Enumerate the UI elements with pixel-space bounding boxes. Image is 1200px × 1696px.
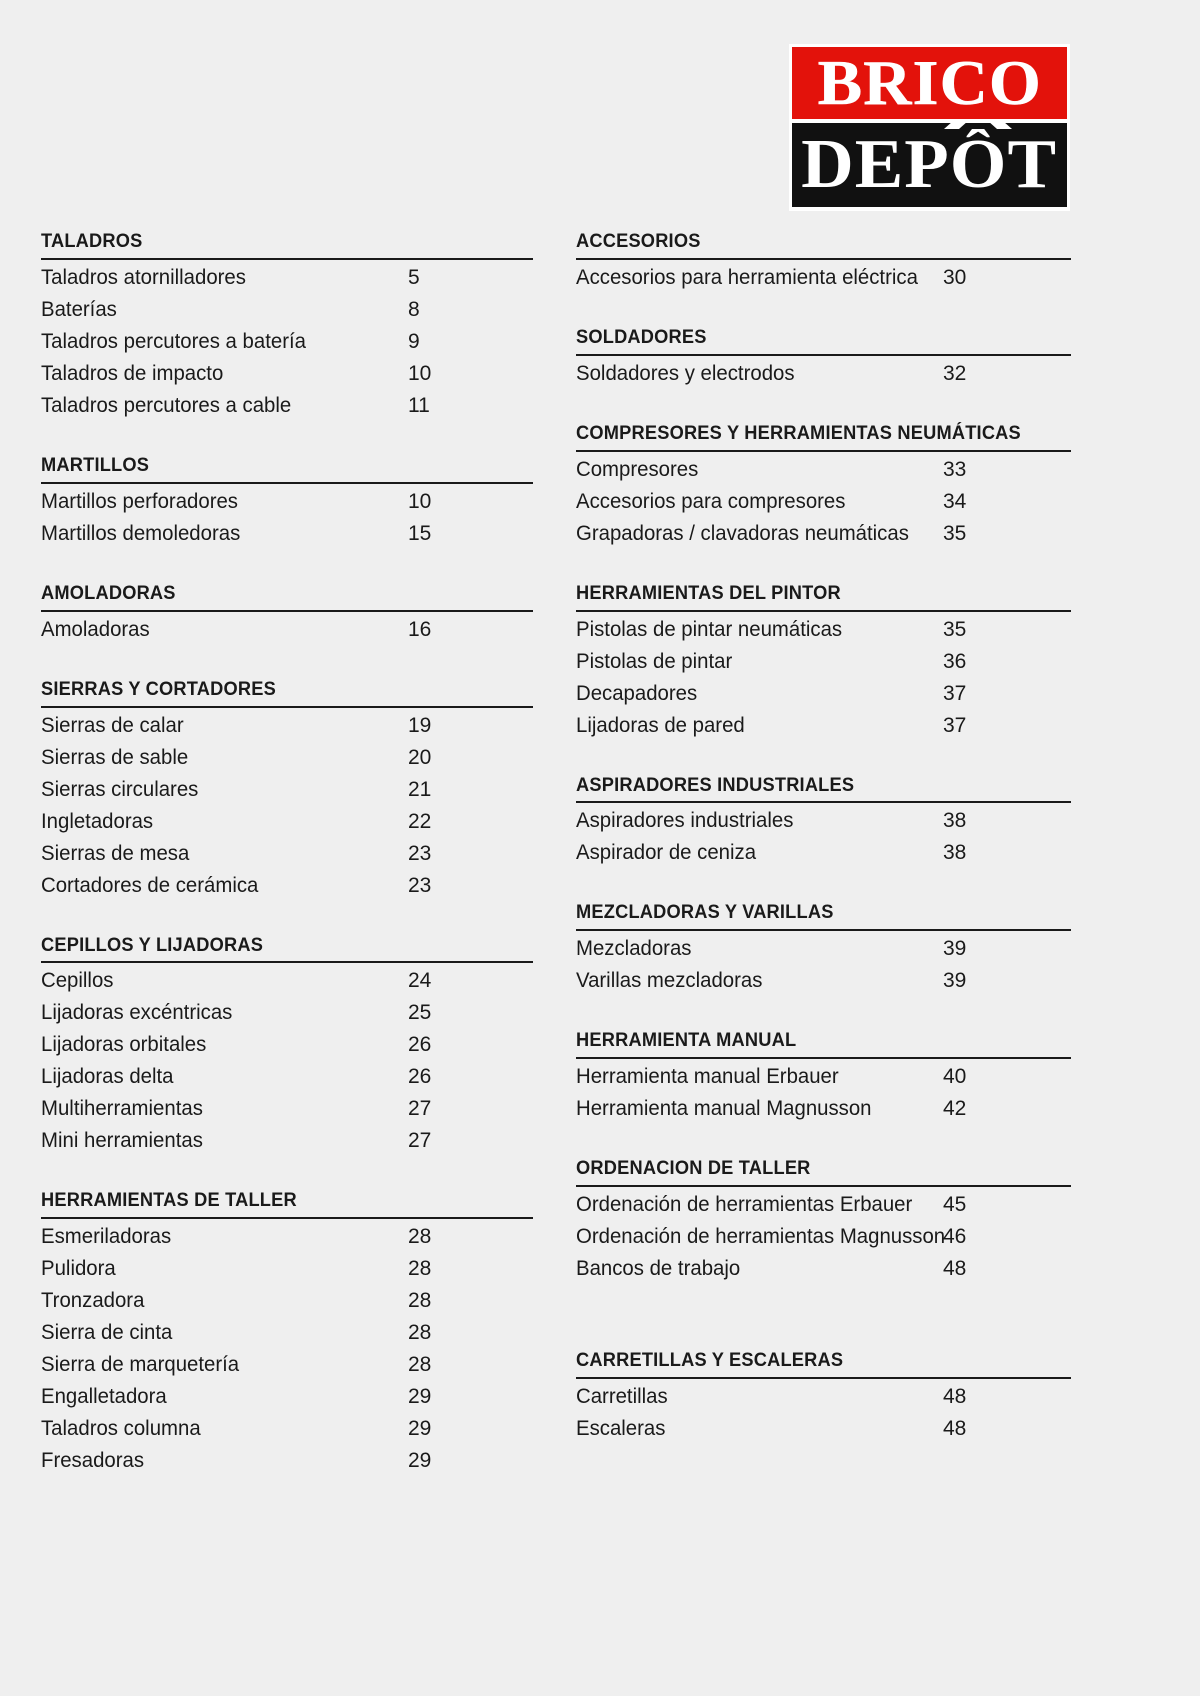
section-divider: [576, 801, 1071, 803]
toc-entry[interactable]: [576, 454, 1071, 486]
section-spacer: [576, 997, 1071, 1031]
toc-entry-page-number: 27: [408, 1097, 432, 1121]
toc-entry-page-number: 28: [408, 1353, 432, 1377]
section-divider: [576, 929, 1071, 931]
section-heading: CARRETILLAS Y ESCALERAS: [576, 1350, 844, 1372]
toc-section-carretillas-y-escaleras: [576, 1351, 1071, 1445]
toc-entry-label: Mezcladoras: [576, 937, 692, 961]
toc-entry-label: Sierras de sable: [41, 745, 189, 769]
toc-column-left: [41, 232, 533, 1477]
toc-entry-page-number: 26: [408, 1065, 432, 1089]
toc-entry-label: Ingletadoras: [41, 809, 154, 833]
toc-entry-label: Herramienta manual Erbauer: [576, 1065, 839, 1089]
toc-entry-label: Martillos perforadores: [41, 489, 239, 513]
toc-entry-page-number: 20: [408, 745, 432, 769]
section-heading: SIERRAS Y CORTADORES: [41, 678, 276, 700]
section-divider: [576, 354, 1071, 356]
toc-entry[interactable]: [576, 678, 1071, 710]
toc-entry-page-number: 28: [408, 1321, 432, 1345]
toc-entry-label: Taladros atornilladores: [41, 265, 246, 289]
toc-entry[interactable]: [41, 1445, 533, 1477]
section-spacer: [576, 1285, 1071, 1351]
toc-entry[interactable]: [576, 518, 1071, 550]
brico-depot-logo: [789, 44, 1070, 211]
toc-entry-label: Sierras circulares: [41, 777, 199, 801]
toc-section-herramientas-del-pintor: [576, 584, 1071, 742]
toc-entry[interactable]: [576, 1093, 1071, 1125]
toc-entry[interactable]: [576, 1413, 1071, 1445]
toc-entry-page-number: 29: [408, 1417, 432, 1441]
toc-entry-label: Multiherramientas: [41, 1097, 203, 1121]
toc-section-amoladoras: [41, 584, 533, 646]
toc-entry-label: Grapadoras / clavadoras neumáticas: [576, 521, 909, 545]
section-spacer: [576, 869, 1071, 903]
toc-entry-label: Pulidora: [41, 1257, 116, 1281]
toc-entry[interactable]: [41, 1349, 533, 1381]
toc-entry-label: Pistolas de pintar: [576, 649, 733, 673]
section-spacer: [576, 550, 1071, 584]
section-divider: [576, 450, 1071, 452]
toc-entry-label: Taladros de impacto: [41, 361, 224, 385]
toc-entry[interactable]: [576, 1253, 1071, 1285]
toc-entry[interactable]: [41, 710, 533, 742]
toc-entry-label: Mini herramientas: [41, 1129, 203, 1153]
section-heading: HERRAMIENTAS DEL PINTOR: [576, 582, 841, 604]
section-heading: MARTILLOS: [41, 454, 150, 476]
toc-entry[interactable]: [41, 486, 533, 518]
toc-entry-page-number: 38: [943, 809, 967, 833]
toc-entry-label: Taladros percutores a cable: [41, 393, 292, 417]
section-divider: [576, 1377, 1071, 1379]
toc-entry-label: Soldadores y electrodos: [576, 361, 795, 385]
toc-entry-label: Ordenación de herramientas Magnusson: [576, 1225, 946, 1249]
section-heading: SOLDADORES: [576, 326, 707, 348]
toc-entry-label: Varillas mezcladoras: [576, 969, 763, 993]
toc-entry-label: Taladros percutores a batería: [41, 329, 306, 353]
toc-entry[interactable]: [576, 1381, 1071, 1413]
toc-entry-page-number: 28: [408, 1225, 432, 1249]
toc-entry-label: Pistolas de pintar neumáticas: [576, 617, 843, 641]
toc-entry-page-number: 40: [943, 1065, 967, 1089]
toc-entry[interactable]: [41, 1253, 533, 1285]
toc-column-right: [576, 232, 1071, 1445]
toc-entry-page-number: 28: [408, 1257, 432, 1281]
toc-entry-label: Decapadores: [576, 681, 698, 705]
toc-entry-page-number: 29: [408, 1385, 432, 1409]
logo-depot-text: DEPÔT: [801, 126, 1058, 203]
toc-entry-page-number: 29: [408, 1449, 432, 1473]
toc-entry-label: Herramienta manual Magnusson: [576, 1097, 872, 1121]
section-heading: ORDENACION DE TALLER: [576, 1158, 811, 1180]
logo-depot-band: [792, 123, 1067, 207]
section-heading: MEZCLADORAS Y VARILLAS: [576, 902, 834, 924]
toc-entry-page-number: 36: [943, 649, 967, 673]
toc-entry[interactable]: [576, 837, 1071, 869]
section-divider: [41, 1217, 533, 1219]
section-heading: HERRAMIENTAS DE TALLER: [41, 1190, 297, 1212]
toc-entry[interactable]: [41, 262, 533, 294]
toc-entry[interactable]: [576, 933, 1071, 965]
toc-entry[interactable]: [41, 838, 533, 870]
toc-entry-label: Tronzadora: [41, 1289, 145, 1313]
toc-entry-page-number: 26: [408, 1033, 432, 1057]
logo-brico-text: BRICO: [817, 47, 1042, 118]
toc-entry-label: Engalletadora: [41, 1385, 167, 1409]
toc-entry[interactable]: [576, 358, 1071, 390]
toc-entry[interactable]: [41, 518, 533, 550]
logo-circumflex-icon: [944, 123, 1012, 129]
toc-entry-page-number: 9: [408, 329, 420, 353]
toc-entry-label: Sierra de marquetería: [41, 1353, 240, 1377]
toc-entry-label: Esmeriladoras: [41, 1225, 172, 1249]
toc-entry-page-number: 30: [943, 265, 967, 289]
toc-entry-label: Lijadoras excéntricas: [41, 1001, 233, 1025]
toc-entry-label: Sierras de mesa: [41, 841, 190, 865]
section-heading: ACCESORIOS: [576, 231, 701, 252]
toc-entry[interactable]: [41, 1125, 533, 1157]
toc-entry-page-number: 16: [408, 617, 432, 641]
section-divider: [41, 961, 533, 963]
section-heading: HERRAMIENTA MANUAL: [576, 1030, 797, 1052]
toc-section-herramienta-manual: [576, 1031, 1071, 1125]
section-heading: TALADROS: [41, 231, 143, 252]
toc-entry[interactable]: [576, 1221, 1071, 1253]
toc-entry[interactable]: [41, 774, 533, 806]
toc-entry-page-number: 21: [408, 777, 432, 801]
toc-entry-label: Bancos de trabajo: [576, 1257, 741, 1281]
toc-entry[interactable]: [41, 1285, 533, 1317]
section-divider: [41, 482, 533, 484]
toc-entry-label: Amoladoras: [41, 617, 150, 641]
toc-entry-page-number: 5: [408, 265, 420, 289]
section-spacer: [41, 422, 533, 456]
toc-entry-page-number: 48: [943, 1417, 967, 1441]
section-divider: [576, 610, 1071, 612]
toc-section-accesorios: [576, 232, 1071, 294]
toc-entry-label: Aspiradores industriales: [576, 809, 794, 833]
toc-entry[interactable]: [41, 806, 533, 838]
toc-entry-page-number: 19: [408, 713, 432, 737]
toc-section-soldadores: [576, 328, 1071, 390]
toc-section-mezcladoras-y-varillas: [576, 903, 1071, 997]
toc-entry-page-number: 32: [943, 361, 967, 385]
toc-entry-page-number: 28: [408, 1289, 432, 1313]
toc-section-herramientas-de-taller: [41, 1191, 533, 1477]
section-heading: AMOLADORAS: [41, 582, 176, 604]
toc-entry-label: Compresores: [576, 457, 699, 481]
toc-entry-label: Lijadoras orbitales: [41, 1033, 207, 1057]
toc-section-cepillos-y-lijadoras: [41, 936, 533, 1158]
toc-entry[interactable]: [576, 486, 1071, 518]
toc-entry-label: Accesorios para compresores: [576, 489, 846, 513]
toc-entry[interactable]: [41, 614, 533, 646]
toc-entry[interactable]: [41, 294, 533, 326]
toc-entry[interactable]: [41, 1093, 533, 1125]
toc-entry-page-number: 15: [408, 521, 432, 545]
toc-entry-page-number: 38: [943, 841, 967, 865]
toc-entry[interactable]: [576, 805, 1071, 837]
toc-entry-page-number: 8: [408, 297, 420, 321]
toc-entry-label: Cortadores de cerámica: [41, 873, 259, 897]
section-spacer: [576, 742, 1071, 776]
section-spacer: [41, 1157, 533, 1191]
section-spacer: [41, 646, 533, 680]
toc-entry-page-number: 37: [943, 681, 967, 705]
toc-entry-label: Sierras de calar: [41, 713, 184, 737]
toc-entry-label: Taladros columna: [41, 1417, 201, 1441]
toc-entry[interactable]: [41, 965, 533, 997]
toc-entry[interactable]: [41, 390, 533, 422]
section-divider: [41, 610, 533, 612]
toc-entry-label: Sierra de cinta: [41, 1321, 173, 1345]
toc-entry-page-number: 48: [943, 1257, 967, 1281]
section-spacer: [41, 550, 533, 584]
toc-entry-page-number: 39: [943, 969, 967, 993]
toc-section-sierras-y-cortadores: [41, 680, 533, 902]
toc-entry-page-number: 11: [408, 393, 430, 417]
toc-entry-page-number: 48: [943, 1385, 967, 1409]
toc-entry[interactable]: [576, 1189, 1071, 1221]
toc-entry-page-number: 10: [408, 489, 432, 513]
logo-brico-band: [792, 47, 1067, 119]
toc-entry-page-number: 25: [408, 1001, 432, 1025]
toc-entry-label: Lijadoras delta: [41, 1065, 174, 1089]
section-divider: [576, 1185, 1071, 1187]
section-heading: CEPILLOS Y LIJADORAS: [41, 934, 264, 956]
toc-entry-page-number: 10: [408, 361, 432, 385]
toc-section-ordenacion-de-taller: [576, 1159, 1071, 1285]
toc-entry[interactable]: [41, 1317, 533, 1349]
section-spacer: [576, 1125, 1071, 1159]
section-heading: ASPIRADORES INDUSTRIALES: [576, 774, 855, 796]
section-divider: [41, 258, 533, 260]
section-spacer: [576, 294, 1071, 328]
toc-entry[interactable]: [41, 1381, 533, 1413]
toc-entry[interactable]: [576, 614, 1071, 646]
toc-entry-page-number: 39: [943, 937, 967, 961]
section-spacer: [576, 390, 1071, 424]
toc-entry-page-number: 23: [408, 841, 432, 865]
toc-entry-page-number: 45: [943, 1193, 967, 1217]
section-divider: [41, 706, 533, 708]
toc-entry-label: Cepillos: [41, 969, 114, 993]
toc-entry-page-number: 37: [943, 713, 967, 737]
toc-entry-page-number: 42: [943, 1097, 967, 1121]
toc-entry-label: Lijadoras de pared: [576, 713, 745, 737]
toc-entry[interactable]: [576, 262, 1071, 294]
toc-entry[interactable]: [41, 1413, 533, 1445]
section-divider: [576, 258, 1071, 260]
toc-section-martillos: [41, 456, 533, 550]
toc-entry-label: Martillos demoledoras: [41, 521, 241, 545]
toc-entry[interactable]: [41, 358, 533, 390]
toc-entry[interactable]: [41, 742, 533, 774]
toc-entry[interactable]: [41, 870, 533, 902]
toc-entry-page-number: 22: [408, 809, 432, 833]
section-heading: COMPRESORES Y HERRAMIENTAS NEUMÁTICAS: [576, 422, 1021, 444]
toc-section-aspiradores-industriales: [576, 776, 1071, 870]
toc-entry-page-number: 46: [943, 1225, 967, 1249]
toc-section-taladros: [41, 232, 533, 422]
toc-entry-page-number: 34: [943, 489, 967, 513]
toc-entry-page-number: 24: [408, 969, 432, 993]
toc-entry-label: Baterías: [41, 297, 117, 321]
toc-entry-label: Fresadoras: [41, 1449, 145, 1473]
toc-entry-page-number: 35: [943, 617, 967, 641]
section-spacer: [41, 902, 533, 936]
toc-entry[interactable]: [41, 1221, 533, 1253]
toc-section-compresores-y-herramientas-neumaticas: [576, 424, 1071, 550]
toc-entry[interactable]: [41, 1029, 533, 1061]
toc-entry[interactable]: [576, 1061, 1071, 1093]
toc-entry-page-number: 23: [408, 873, 432, 897]
toc-entry[interactable]: [41, 1061, 533, 1093]
toc-entry-label: Accesorios para herramienta eléctrica: [576, 265, 918, 289]
toc-entry[interactable]: [576, 646, 1071, 678]
toc-entry-label: Carretillas: [576, 1385, 668, 1409]
toc-entry[interactable]: [41, 997, 533, 1029]
toc-entry[interactable]: [576, 710, 1071, 742]
toc-entry-page-number: 27: [408, 1129, 432, 1153]
toc-entry-page-number: 33: [943, 457, 967, 481]
toc-entry-label: Ordenación de herramientas Erbauer: [576, 1193, 913, 1217]
toc-entry[interactable]: [576, 965, 1071, 997]
toc-entry-label: Aspirador de ceniza: [576, 841, 757, 865]
section-divider: [576, 1057, 1071, 1059]
toc-entry[interactable]: [41, 326, 533, 358]
toc-entry-page-number: 35: [943, 521, 967, 545]
toc-entry-label: Escaleras: [576, 1417, 666, 1441]
